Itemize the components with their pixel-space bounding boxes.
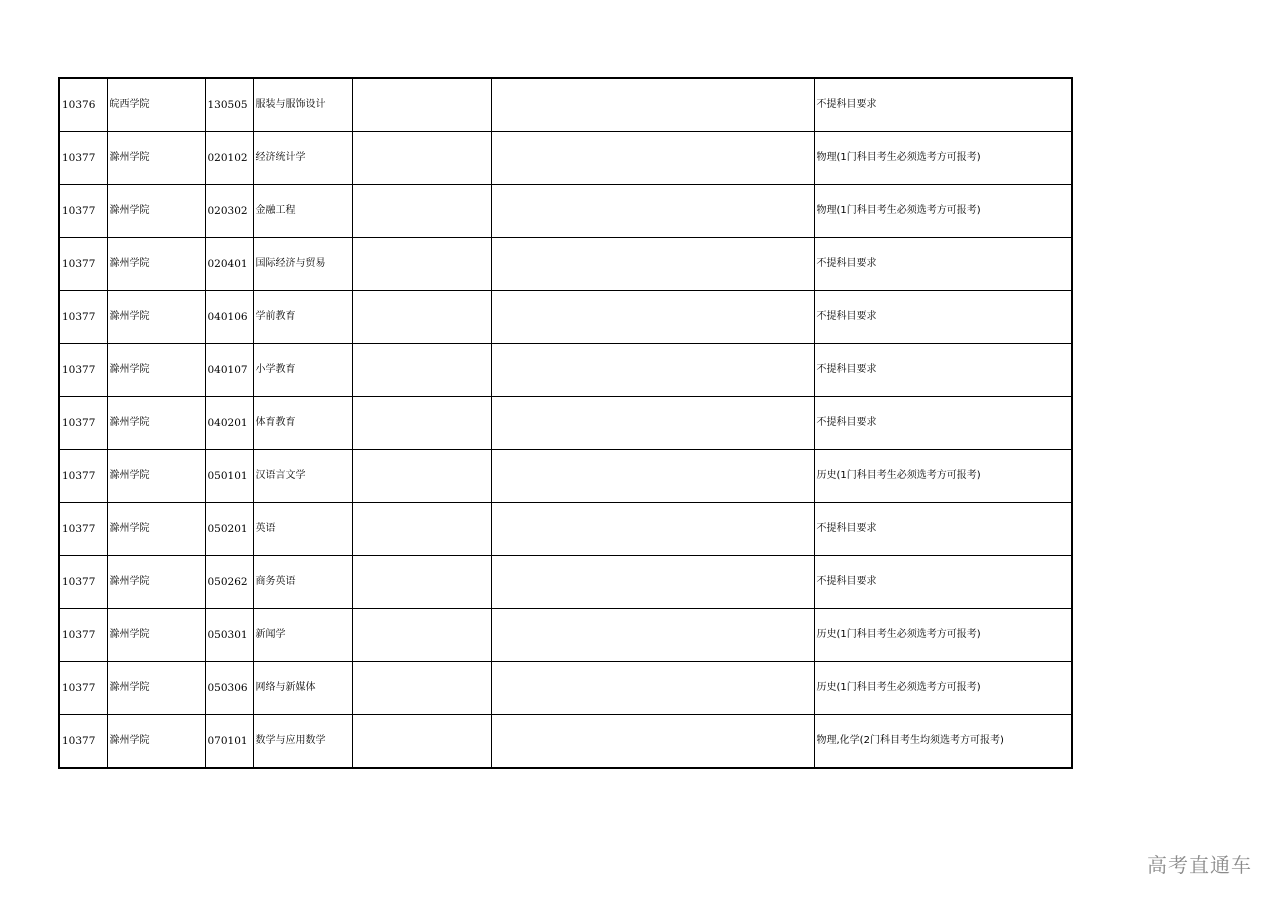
school-code-cell: 10376 xyxy=(59,78,107,132)
major-name-cell: 新闻学 xyxy=(253,609,352,662)
blank-cell xyxy=(352,662,491,715)
subject-requirement-cell: 不提科目要求 xyxy=(814,78,1072,132)
table-row xyxy=(59,609,1072,662)
major-name-cell: 英语 xyxy=(253,503,352,556)
school-code-cell: 10377 xyxy=(59,715,107,769)
school-code-cell: 10377 xyxy=(59,238,107,291)
major-code-cell: 040107 xyxy=(205,344,253,397)
school-code-cell: 10377 xyxy=(59,397,107,450)
blank-cell xyxy=(352,556,491,609)
blank-cell xyxy=(352,450,491,503)
blank-cell xyxy=(491,662,814,715)
major-name-cell: 学前教育 xyxy=(253,291,352,344)
blank-cell xyxy=(491,715,814,769)
school-code-cell: 10377 xyxy=(59,291,107,344)
table-row xyxy=(59,503,1072,556)
table-row xyxy=(59,344,1072,397)
blank-cell xyxy=(352,78,491,132)
school-name-cell: 滁州学院 xyxy=(107,132,205,185)
major-name-cell: 国际经济与贸易 xyxy=(253,238,352,291)
table-row xyxy=(59,238,1072,291)
blank-cell xyxy=(352,132,491,185)
major-code-cell: 040201 xyxy=(205,397,253,450)
subject-requirement-cell: 不提科目要求 xyxy=(814,503,1072,556)
subject-requirement-cell: 物理(1门科目考生必须选考方可报考) xyxy=(814,185,1072,238)
table-row xyxy=(59,450,1072,503)
subject-requirement-cell: 历史(1门科目考生必须选考方可报考) xyxy=(814,450,1072,503)
blank-cell xyxy=(352,291,491,344)
blank-cell xyxy=(491,78,814,132)
major-code-cell: 070101 xyxy=(205,715,253,769)
school-code-cell: 10377 xyxy=(59,662,107,715)
blank-cell xyxy=(491,450,814,503)
table-body xyxy=(59,78,1072,768)
blank-cell xyxy=(352,715,491,769)
subject-requirement-cell: 物理,化学(2门科目考生均须选考方可报考) xyxy=(814,715,1072,769)
blank-cell xyxy=(491,397,814,450)
subject-requirement-table xyxy=(58,77,1073,769)
major-code-cell: 020401 xyxy=(205,238,253,291)
table-row xyxy=(59,715,1072,769)
major-name-cell: 经济统计学 xyxy=(253,132,352,185)
school-name-cell: 滁州学院 xyxy=(107,450,205,503)
table-row xyxy=(59,662,1072,715)
school-name-cell: 滁州学院 xyxy=(107,609,205,662)
school-name-cell: 滁州学院 xyxy=(107,556,205,609)
school-name-cell: 滁州学院 xyxy=(107,662,205,715)
table-row xyxy=(59,132,1072,185)
subject-requirement-cell: 历史(1门科目考生必须选考方可报考) xyxy=(814,609,1072,662)
school-code-cell: 10377 xyxy=(59,132,107,185)
blank-cell xyxy=(352,185,491,238)
subject-requirement-cell: 不提科目要求 xyxy=(814,556,1072,609)
major-name-cell: 商务英语 xyxy=(253,556,352,609)
major-name-cell: 网络与新媒体 xyxy=(253,662,352,715)
major-name-cell: 服装与服饰设计 xyxy=(253,78,352,132)
school-name-cell: 滁州学院 xyxy=(107,185,205,238)
major-code-cell: 020102 xyxy=(205,132,253,185)
major-code-cell: 050301 xyxy=(205,609,253,662)
major-name-cell: 汉语言文学 xyxy=(253,450,352,503)
school-code-cell: 10377 xyxy=(59,609,107,662)
major-code-cell: 050262 xyxy=(205,556,253,609)
major-name-cell: 体育教育 xyxy=(253,397,352,450)
school-code-cell: 10377 xyxy=(59,344,107,397)
subject-requirement-cell: 物理(1门科目考生必须选考方可报考) xyxy=(814,132,1072,185)
school-name-cell: 皖西学院 xyxy=(107,78,205,132)
watermark-text: 高考直通车 xyxy=(1147,853,1252,877)
subject-requirement-cell: 不提科目要求 xyxy=(814,397,1072,450)
blank-cell xyxy=(352,609,491,662)
blank-cell xyxy=(491,344,814,397)
school-code-cell: 10377 xyxy=(59,556,107,609)
blank-cell xyxy=(352,344,491,397)
blank-cell xyxy=(491,556,814,609)
blank-cell xyxy=(352,238,491,291)
subject-requirement-cell: 不提科目要求 xyxy=(814,344,1072,397)
blank-cell xyxy=(491,503,814,556)
table-row xyxy=(59,185,1072,238)
school-code-cell: 10377 xyxy=(59,450,107,503)
major-code-cell: 130505 xyxy=(205,78,253,132)
table-row xyxy=(59,556,1072,609)
school-code-cell: 10377 xyxy=(59,185,107,238)
school-name-cell: 滁州学院 xyxy=(107,715,205,769)
blank-cell xyxy=(352,397,491,450)
blank-cell xyxy=(491,185,814,238)
major-name-cell: 小学教育 xyxy=(253,344,352,397)
school-name-cell: 滁州学院 xyxy=(107,344,205,397)
blank-cell xyxy=(491,609,814,662)
table-row xyxy=(59,397,1072,450)
major-name-cell: 金融工程 xyxy=(253,185,352,238)
subject-requirement-cell: 不提科目要求 xyxy=(814,238,1072,291)
blank-cell xyxy=(491,238,814,291)
subject-requirement-cell: 历史(1门科目考生必须选考方可报考) xyxy=(814,662,1072,715)
school-name-cell: 滁州学院 xyxy=(107,397,205,450)
major-code-cell: 050306 xyxy=(205,662,253,715)
blank-cell xyxy=(352,503,491,556)
school-name-cell: 滁州学院 xyxy=(107,238,205,291)
school-code-cell: 10377 xyxy=(59,503,107,556)
major-code-cell: 020302 xyxy=(205,185,253,238)
table-row xyxy=(59,78,1072,132)
major-code-cell: 050201 xyxy=(205,503,253,556)
blank-cell xyxy=(491,132,814,185)
major-code-cell: 050101 xyxy=(205,450,253,503)
blank-cell xyxy=(491,291,814,344)
school-name-cell: 滁州学院 xyxy=(107,291,205,344)
table-row xyxy=(59,291,1072,344)
school-name-cell: 滁州学院 xyxy=(107,503,205,556)
major-name-cell: 数学与应用数学 xyxy=(253,715,352,769)
major-code-cell: 040106 xyxy=(205,291,253,344)
subject-requirement-cell: 不提科目要求 xyxy=(814,291,1072,344)
